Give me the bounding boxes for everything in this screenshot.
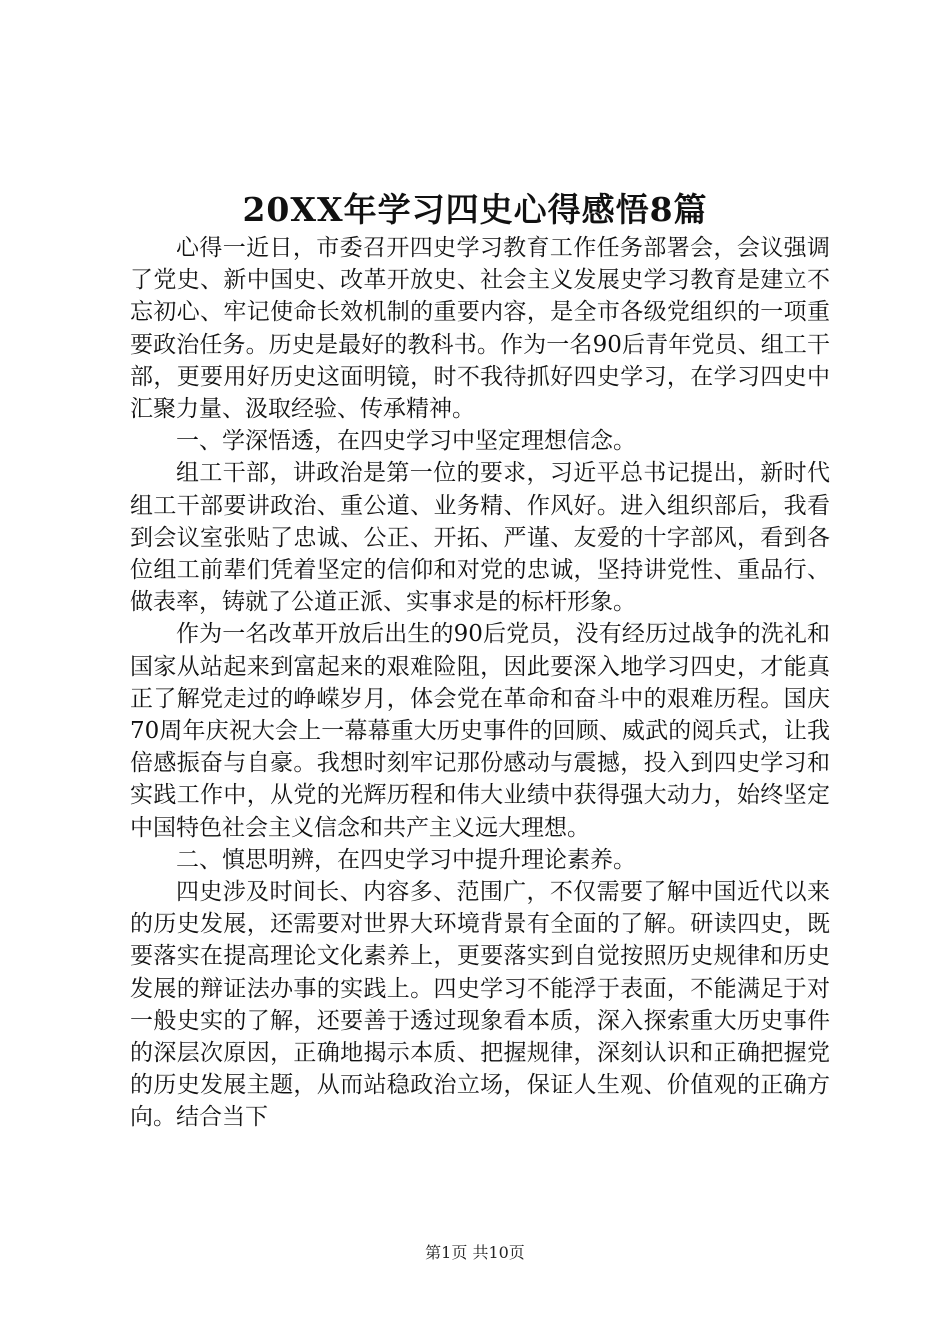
paragraph-section-2a: 四史涉及时间长、内容多、范围广，不仅需要了解中国近代以来的历史发展，还需要对世界大环境背景有全面的了解。研读四史，既要落实在提高理论文化素养上，更要落实到自觉按照历史规律和历史发展的辩证法办事的实践上。四史学习不能浮于表面，不能满足于对一般史实的了解，还要善于透过现象看本质，深入探索重大历史事件的深层次原因，正确地揭示本质、把握规律，深刻认识和正确把握党的历史发展主题，从而站稳政治立场，保证人生观、价值观的正确方向。结合当下	[130, 879, 830, 1131]
page-footer: 第1页 共10页	[425, 1243, 525, 1262]
paragraph-section-1a: 组工干部，讲政治是第一位的要求，习近平总书记提出，新时代组工干部要讲政治、重公道、业务精、作风好。进入组织部后，我看到会议室张贴了忠诚、公正、开拓、严谨、友爱的十字部风，看到各位组工前辈们凭着坚定的信仰和对党的忠诚，坚持讲党性、重品行、做表率，铸就了公道正派、实事求是的标杆形象。	[130, 460, 830, 616]
section-heading-1: 一、学深悟透，在四史学习中坚定理想信念。	[176, 428, 636, 455]
section-heading-2: 二、慎思明辨，在四史学习中提升理论素养。	[176, 846, 636, 873]
paragraph-intro: 心得一近日，市委召开四史学习教育工作任务部署会，会议强调了党史、新中国史、改革开放史、社会主义发展史学习教育是建立不忘初心、牢记使命长效机制的重要内容，是全市各级党组织的一项重要政治任务。历史是最好的教科书。作为一名90后青年党员、组工干部，更要用好历史这面明镜，时不我待抓好四史学习，在学习四史中汇聚力量、汲取经验、传承精神。	[130, 235, 830, 423]
paragraph-section-1b: 作为一名改革开放后出生的90后党员，没有经历过战争的洗礼和国家从站起来到富起来的艰难险阻，因此要深入地学习四史，才能真正了解党走过的峥嵘岁月，体会党在革命和奋斗中的艰难历程。国庆70周年庆祝大会上一幕幕重大历史事件的回顾、威武的阅兵式，让我倍感振奋与自豪。我想时刻牢记那份感动与震撼，投入到四史学习和实践工作中，从党的光辉历程和伟大业绩中获得强大动力，始终坚定中国特色社会主义信念和共产主义远大理想。	[130, 621, 830, 841]
document-title: 20XX年学习四史心得感悟8篇	[242, 190, 708, 229]
document-body	[130, 232, 830, 1134]
